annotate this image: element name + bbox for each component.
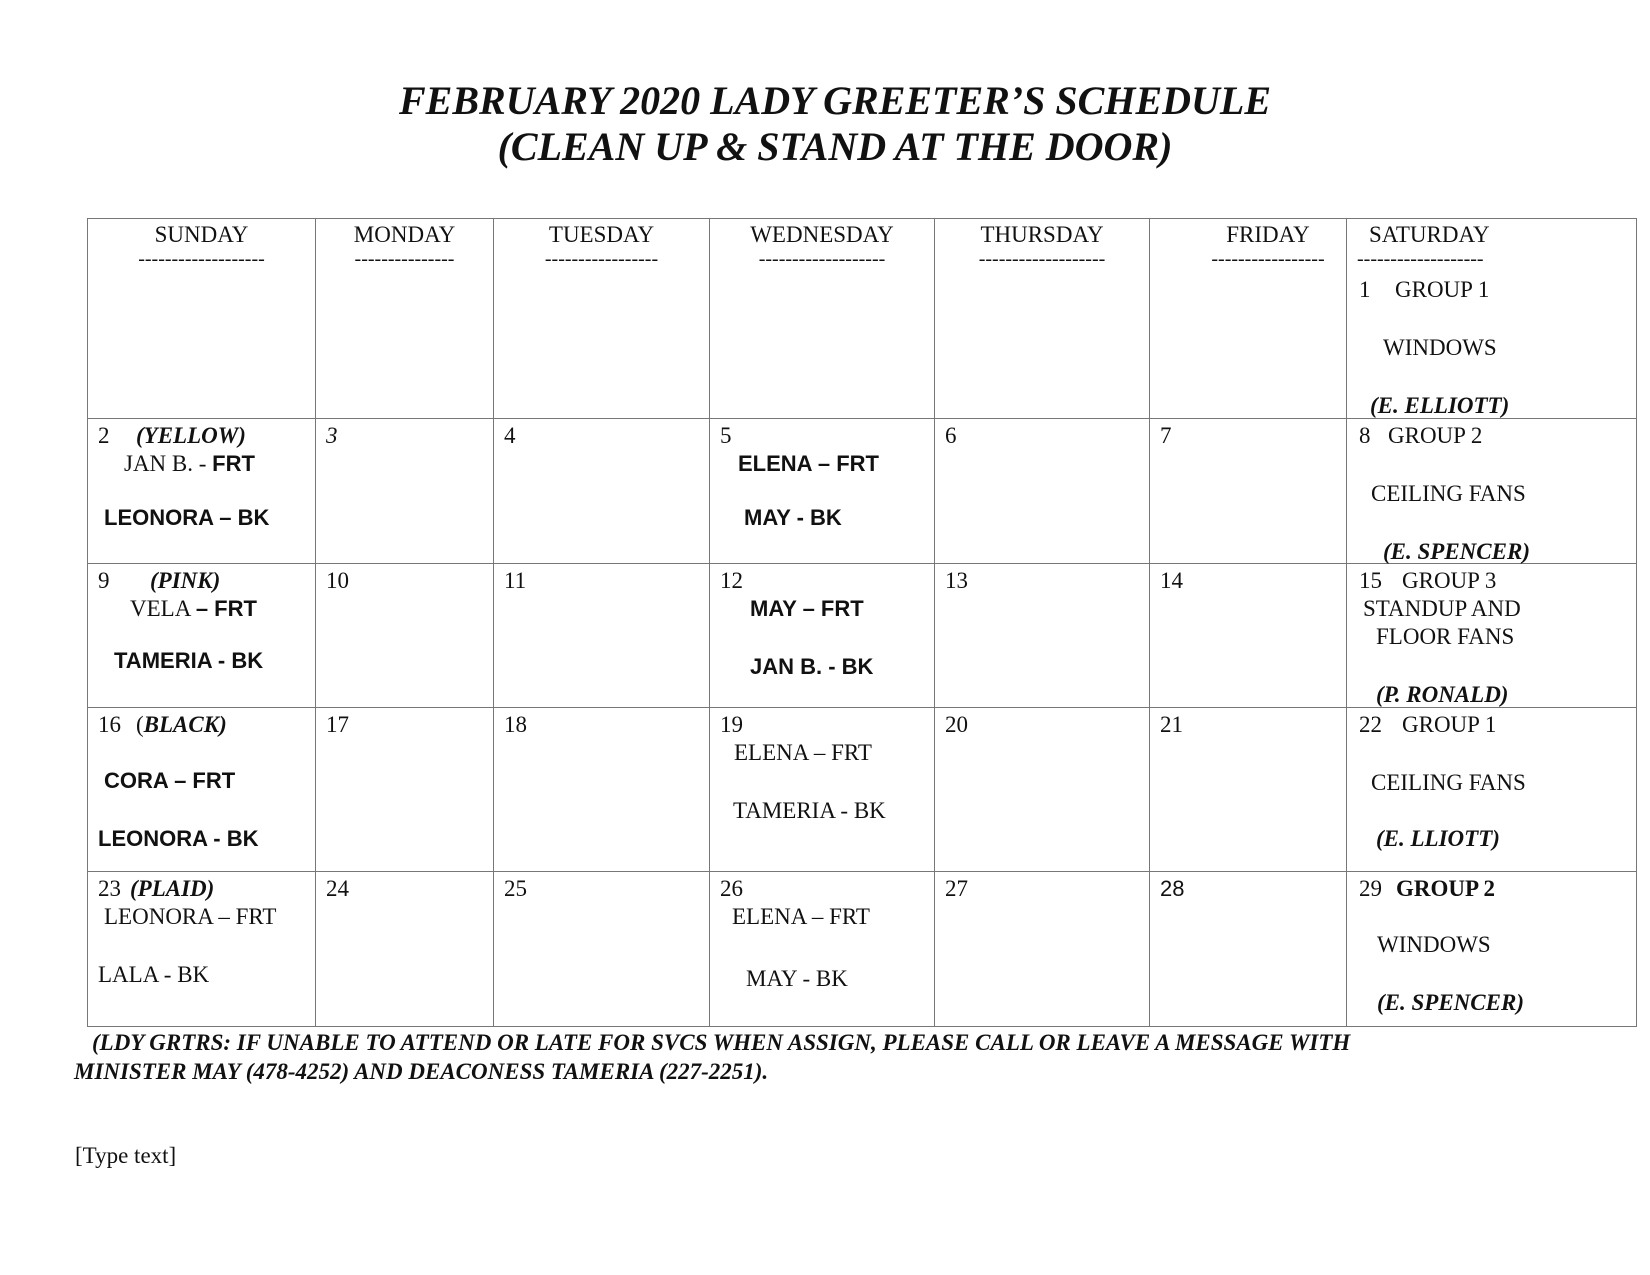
color-label: (BLACK) bbox=[136, 712, 227, 737]
day-cell bbox=[316, 419, 494, 564]
day-number: 18 bbox=[504, 712, 527, 737]
task-label: CEILING FANS bbox=[1371, 481, 1526, 506]
leader-label: (E. SPENCER) bbox=[1383, 539, 1530, 564]
task-label: STANDUP AND bbox=[1363, 596, 1521, 621]
front-greeter: LEONORA – FRT bbox=[104, 904, 277, 929]
group-label: GROUP 3 bbox=[1402, 568, 1497, 593]
day-cell-sat-29 bbox=[1347, 872, 1637, 1027]
note-line-1: (LDY GRTRS: IF UNABLE TO ATTEND OR LATE FOR SVCS WHEN ASSIGN, PLEASE CALL OR LEAVE A MESSAGE WITH bbox=[92, 1030, 1351, 1055]
day-number: 7 bbox=[1160, 423, 1172, 448]
day-cell bbox=[710, 219, 935, 419]
day-number: 15 bbox=[1359, 568, 1382, 593]
front-greeter: ELENA – FRT bbox=[734, 740, 872, 765]
day-number: 1 bbox=[1359, 277, 1371, 302]
day-number: 13 bbox=[945, 568, 968, 593]
day-cell bbox=[710, 872, 935, 1027]
footer-placeholder: [Type text] bbox=[75, 1143, 177, 1168]
day-number: 6 bbox=[945, 423, 957, 448]
task-label: FLOOR FANS bbox=[1376, 624, 1515, 649]
day-cell bbox=[935, 872, 1150, 1027]
day-cell bbox=[935, 419, 1150, 564]
header-dashes: ----------------- bbox=[544, 248, 659, 270]
day-number: 3 bbox=[326, 423, 338, 448]
day-number: 8 bbox=[1359, 423, 1371, 448]
leader-label: (E. LLIOTT) bbox=[1376, 826, 1500, 851]
back-greeter: MAY - BK bbox=[744, 505, 842, 530]
day-cell bbox=[316, 872, 494, 1027]
task-label: WINDOWS bbox=[1377, 932, 1491, 957]
day-number: 12 bbox=[720, 568, 743, 593]
front-greeter: ELENA – FRT bbox=[732, 904, 870, 929]
day-cell bbox=[316, 708, 494, 872]
day-number: 23 bbox=[98, 876, 121, 901]
day-cell bbox=[494, 219, 710, 419]
week-row-4 bbox=[88, 708, 1637, 872]
day-cell bbox=[1150, 219, 1347, 419]
header-dashes: ------------------- bbox=[138, 248, 265, 270]
day-cell bbox=[935, 708, 1150, 872]
day-number: 10 bbox=[326, 568, 349, 593]
day-header-sunday: SUNDAY bbox=[154, 222, 249, 247]
group-label: GROUP 1 bbox=[1395, 277, 1490, 302]
front-greeter: ELENA – FRT bbox=[738, 451, 879, 476]
group-label: GROUP 1 bbox=[1402, 712, 1497, 737]
color-label: (PINK) bbox=[150, 568, 221, 593]
day-number: 17 bbox=[326, 712, 349, 737]
leader-label: (E. ELLIOTT) bbox=[1370, 393, 1510, 418]
day-number: 14 bbox=[1160, 568, 1183, 593]
back-greeter: JAN B. - BK bbox=[750, 654, 874, 679]
day-header-saturday: SATURDAY bbox=[1369, 222, 1490, 247]
front-greeter: CORA – FRT bbox=[104, 768, 236, 793]
day-cell bbox=[710, 564, 935, 708]
back-greeter: TAMERIA - BK bbox=[114, 648, 264, 673]
week-row-1 bbox=[88, 219, 1637, 419]
back-greeter: LALA - BK bbox=[98, 962, 210, 987]
day-number: 24 bbox=[326, 876, 349, 901]
day-cell bbox=[1150, 564, 1347, 708]
group-label: GROUP 2 bbox=[1388, 423, 1483, 448]
calendar-grid bbox=[87, 218, 1637, 1027]
day-cell bbox=[316, 564, 494, 708]
header-dashes: ------------------- bbox=[978, 248, 1106, 270]
day-header-tuesday: TUESDAY bbox=[548, 222, 655, 247]
day-header-wednesday: WEDNESDAY bbox=[750, 222, 894, 247]
day-number: 25 bbox=[504, 876, 527, 901]
page-subtitle: (CLEAN UP & STAND AT THE DOOR) bbox=[497, 124, 1173, 169]
day-cell bbox=[494, 708, 710, 872]
day-cell bbox=[710, 419, 935, 564]
day-number: 19 bbox=[720, 712, 743, 737]
day-header-monday: MONDAY bbox=[353, 222, 456, 247]
week-row-3 bbox=[88, 564, 1637, 708]
day-cell-sat-8 bbox=[1347, 419, 1637, 564]
task-label: WINDOWS bbox=[1383, 335, 1497, 360]
day-header-friday: FRIDAY bbox=[1226, 222, 1310, 247]
week-row-2 bbox=[88, 419, 1637, 564]
day-cell bbox=[88, 419, 316, 564]
day-number: 4 bbox=[504, 423, 516, 448]
group-label: GROUP 2 bbox=[1396, 876, 1496, 901]
day-number: 26 bbox=[720, 876, 743, 901]
day-cell-sat-1 bbox=[1347, 219, 1637, 419]
day-cell-sat-15 bbox=[1347, 564, 1637, 708]
day-number: 20 bbox=[945, 712, 968, 737]
back-greeter: LEONORA – BK bbox=[104, 505, 270, 530]
contact-note bbox=[74, 1028, 1614, 1086]
day-number: 2 bbox=[98, 423, 110, 448]
day-cell bbox=[494, 564, 710, 708]
front-greeter: JAN B. - FRT bbox=[124, 451, 255, 476]
day-cell bbox=[88, 219, 316, 419]
day-cell bbox=[1150, 708, 1347, 872]
header-dashes: --------------- bbox=[354, 248, 455, 270]
day-number: 11 bbox=[504, 568, 527, 593]
day-cell bbox=[88, 564, 316, 708]
back-greeter: TAMERIA - BK bbox=[733, 798, 886, 823]
note-line-2: MINISTER MAY (478-4252) AND DEACONESS TAMERIA (227-2251). bbox=[74, 1059, 769, 1084]
front-greeter: MAY – FRT bbox=[750, 596, 864, 621]
color-label: (YELLOW) bbox=[136, 423, 246, 448]
header-dashes: ----------------- bbox=[1211, 248, 1325, 270]
day-number: 28 bbox=[1160, 876, 1185, 901]
day-cell bbox=[1150, 872, 1347, 1027]
day-number: 21 bbox=[1160, 712, 1183, 737]
day-header-thursday: THURSDAY bbox=[980, 222, 1104, 247]
day-cell bbox=[494, 419, 710, 564]
back-greeter: LEONORA - BK bbox=[98, 826, 259, 851]
task-label: CEILING FANS bbox=[1371, 770, 1526, 795]
day-cell bbox=[710, 708, 935, 872]
day-cell bbox=[88, 708, 316, 872]
front-greeter: VELA – FRT bbox=[130, 596, 257, 621]
back-greeter: MAY - BK bbox=[746, 966, 848, 991]
day-cell-sat-22 bbox=[1347, 708, 1637, 872]
leader-label: (E. SPENCER) bbox=[1377, 990, 1524, 1015]
header-dashes: ------------------- bbox=[1357, 248, 1484, 270]
day-cell bbox=[494, 872, 710, 1027]
header-dashes: ------------------- bbox=[758, 248, 886, 270]
color-label: (PLAID) bbox=[130, 876, 215, 901]
day-number: 9 bbox=[98, 568, 110, 593]
week-row-5 bbox=[88, 872, 1637, 1027]
day-cell bbox=[88, 872, 316, 1027]
leader-label: (P. RONALD) bbox=[1376, 682, 1509, 707]
table-edge-rule bbox=[1636, 218, 1637, 1026]
day-number: 16 bbox=[98, 712, 121, 737]
day-cell bbox=[1150, 419, 1347, 564]
day-number: 27 bbox=[945, 876, 968, 901]
day-cell bbox=[316, 219, 494, 419]
day-number: 5 bbox=[720, 423, 732, 448]
day-number: 29 bbox=[1359, 876, 1382, 901]
day-cell bbox=[935, 219, 1150, 419]
page-title: FEBRUARY 2020 LADY GREETER’S SCHEDULE bbox=[398, 78, 1272, 123]
day-cell bbox=[935, 564, 1150, 708]
day-number: 22 bbox=[1359, 712, 1382, 737]
